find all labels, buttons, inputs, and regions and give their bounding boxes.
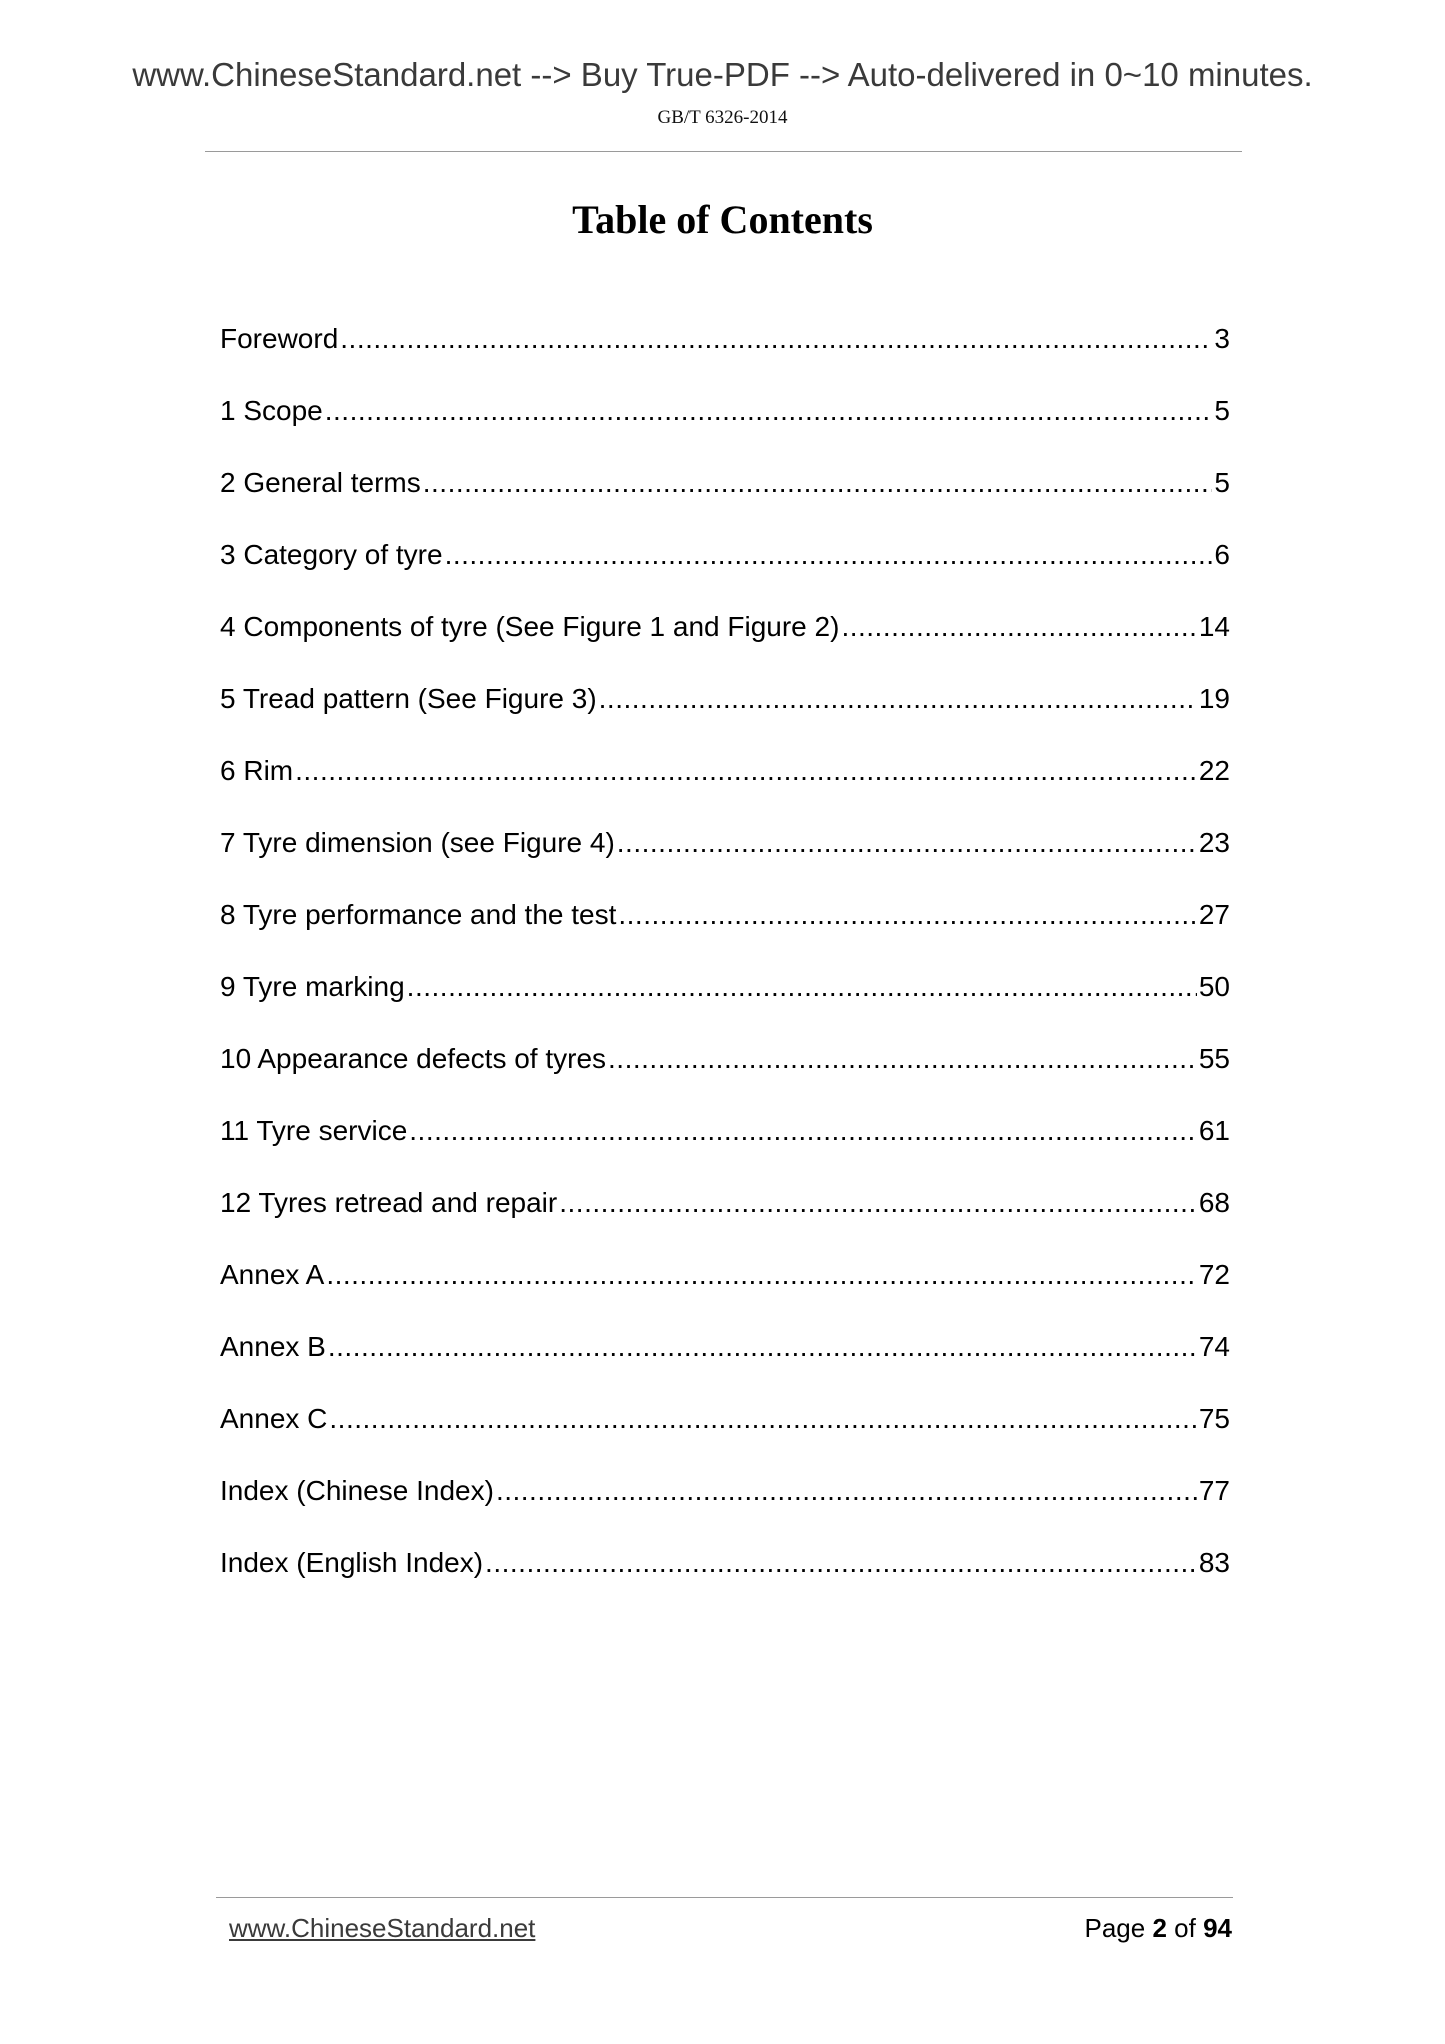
- toc-entry-page: 5: [1214, 395, 1230, 426]
- toc-dot-leader: [295, 748, 1197, 794]
- toc-entry-label: 1 Scope: [220, 395, 323, 426]
- footer-website-link[interactable]: www.ChineseStandard.net: [229, 1913, 536, 1943]
- toc-entry-page: 6: [1214, 539, 1230, 570]
- toc-entry-label: 7 Tyre dimension (see Figure 4): [220, 827, 615, 858]
- footer-divider: [216, 1897, 1233, 1898]
- toc-entry-label: 12 Tyres retread and repair: [220, 1187, 558, 1218]
- page-of-label: of: [1174, 1913, 1196, 1943]
- toc-dot-leader: [423, 460, 1213, 506]
- toc-entry-page: 3: [1214, 323, 1230, 354]
- toc-entry-retread-and-repair[interactable]: [220, 1180, 1230, 1252]
- toc-entry-label: 8 Tyre performance and the test: [220, 899, 617, 930]
- toc-dot-leader: [409, 1108, 1197, 1154]
- toc-entry-tyre-performance[interactable]: [220, 892, 1230, 964]
- toc-entry-tyre-marking[interactable]: [220, 964, 1230, 1036]
- toc-entry-english-index[interactable]: [220, 1540, 1230, 1612]
- toc-dot-leader: [618, 892, 1196, 938]
- toc-entry-label: 4 Components of tyre (See Figure 1 and Figure 2): [220, 611, 840, 642]
- toc-entry-page: 50: [1198, 971, 1230, 1002]
- toc-dot-leader: [328, 1324, 1197, 1370]
- toc-entry-label: Foreword: [220, 323, 339, 354]
- toc-entry-label: 11 Tyre service: [220, 1115, 408, 1146]
- toc-entry-label: Index (Chinese Index): [220, 1475, 494, 1506]
- toc-dot-leader: [608, 1036, 1197, 1082]
- toc-entry-page: 19: [1198, 683, 1230, 714]
- toc-entry-page: 5: [1214, 467, 1230, 498]
- toc-entry-annex-b[interactable]: [220, 1324, 1230, 1396]
- toc-entry-label: 2 General terms: [220, 467, 421, 498]
- toc-entry-components-of-tyre[interactable]: [220, 604, 1230, 676]
- toc-entry-page: 23: [1198, 827, 1230, 858]
- toc-dot-leader: [841, 604, 1196, 650]
- toc-dot-leader: [559, 1180, 1197, 1226]
- toc-entry-scope[interactable]: [220, 388, 1230, 460]
- toc-entry-page: 72: [1198, 1259, 1230, 1290]
- toc-entry-rim[interactable]: [220, 748, 1230, 820]
- toc-dot-leader: [617, 820, 1197, 866]
- toc-entry-chinese-index[interactable]: [220, 1468, 1230, 1540]
- toc-entry-appearance-defects[interactable]: [220, 1036, 1230, 1108]
- toc-dot-leader: [340, 316, 1212, 362]
- current-page-number: 2: [1152, 1913, 1167, 1943]
- toc-dot-leader: [329, 1396, 1196, 1442]
- toc-dot-leader: [326, 1252, 1197, 1298]
- toc-dot-leader: [325, 388, 1213, 434]
- toc-entry-annex-c[interactable]: [220, 1396, 1230, 1468]
- toc-entry-label: 9 Tyre marking: [220, 971, 405, 1002]
- toc-dot-leader: [445, 532, 1213, 578]
- toc-entry-foreword[interactable]: [220, 316, 1230, 388]
- page-number-indicator: [1084, 1913, 1232, 1944]
- toc-title: Table of Contents: [572, 197, 873, 242]
- toc-entry-label: 3 Category of tyre: [220, 539, 443, 570]
- toc-dot-leader: [496, 1468, 1197, 1514]
- toc-entry-page: 74: [1198, 1331, 1230, 1362]
- document-code: GB/T 6326-2014: [657, 107, 788, 128]
- toc-entry-tread-pattern[interactable]: [220, 676, 1230, 748]
- toc-dot-leader: [407, 964, 1197, 1010]
- toc-entry-label: Index (English Index): [220, 1547, 484, 1578]
- toc-entry-tyre-service[interactable]: [220, 1108, 1230, 1180]
- toc-entry-page: 61: [1198, 1115, 1230, 1146]
- toc-entry-page: 14: [1198, 611, 1230, 642]
- toc-entry-general-terms[interactable]: [220, 460, 1230, 532]
- toc-entry-label: 6 Rim: [220, 755, 294, 786]
- toc-entry-page: 22: [1198, 755, 1230, 786]
- header-divider: [205, 151, 1242, 152]
- toc-entry-page: 77: [1198, 1475, 1230, 1506]
- toc-entry-label: Annex B: [220, 1331, 326, 1362]
- toc-entry-label: Annex C: [220, 1403, 328, 1434]
- toc-dot-leader: [485, 1540, 1197, 1586]
- toc-entry-page: 27: [1198, 899, 1230, 930]
- toc-entry-category-of-tyre[interactable]: [220, 532, 1230, 604]
- toc-entry-label: Annex A: [220, 1259, 325, 1290]
- total-page-count: 94: [1203, 1913, 1232, 1943]
- header-banner: www.ChineseStandard.net --> Buy True-PDF --> Auto-delivered in 0~10 minutes.: [132, 56, 1313, 93]
- toc-entry-page: 68: [1198, 1187, 1230, 1218]
- page-label: Page: [1084, 1913, 1146, 1943]
- toc-entry-label: 10 Appearance defects of tyres: [220, 1043, 607, 1074]
- toc-entry-page: 83: [1198, 1547, 1230, 1578]
- toc-entry-page: 75: [1198, 1403, 1230, 1434]
- toc-entry-page: 55: [1198, 1043, 1230, 1074]
- toc-dot-leader: [599, 676, 1197, 722]
- toc-entry-label: 5 Tread pattern (See Figure 3): [220, 683, 597, 714]
- toc-entry-tyre-dimension[interactable]: [220, 820, 1230, 892]
- toc-entry-annex-a[interactable]: [220, 1252, 1230, 1324]
- table-of-contents: [220, 316, 1230, 1612]
